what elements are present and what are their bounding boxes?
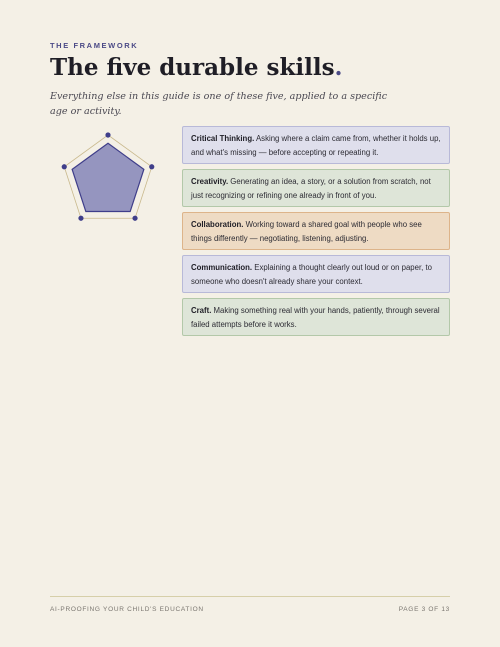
radar-vertex-point <box>105 132 110 137</box>
skill-description: Asking where a claim came from, whether it holds up, and what's missing — before accepting or repeating it. <box>191 134 441 157</box>
radar-vertex-point <box>132 216 137 221</box>
skill-card-communication <box>182 255 450 293</box>
footer-divider <box>50 596 450 597</box>
page-title-text: The five durable skills <box>50 54 335 81</box>
radar-vertex-point <box>78 216 83 221</box>
page-title-period: . <box>334 54 343 81</box>
skills-list <box>182 126 450 341</box>
skill-card-collaboration <box>182 212 450 250</box>
skill-card-craft <box>182 298 450 336</box>
skill-card-critical-thinking <box>182 126 450 164</box>
skill-description: Working toward a shared goal with people who see things differently — negotiating, listening, adjusting. <box>191 220 422 243</box>
skill-card-creativity <box>182 169 450 207</box>
radar-vertex-point <box>62 164 67 169</box>
skill-description: Explaining a thought clearly out loud or on paper, to someone who doesn't already share your context. <box>191 263 432 286</box>
skill-name: Collaboration. <box>191 220 244 229</box>
skill-name: Critical Thinking. <box>191 134 255 143</box>
section-eyebrow: THE FRAMEWORK <box>50 41 139 50</box>
skill-description: Making something real with your hands, patiently, through several failed attempts before it works. <box>191 306 440 329</box>
skill-description: Generating an idea, a story, or a solution from scratch, not just recognizing or refining one already in front of you. <box>191 177 431 200</box>
page-title <box>50 54 343 82</box>
radar-vertex-point <box>149 164 154 169</box>
skills-radar-chart <box>56 131 160 229</box>
intro-lede: Everything else in this guide is one of these five, applied to a specific age or activity. <box>50 91 388 117</box>
skill-name: Creativity. <box>191 177 229 186</box>
skill-name: Craft. <box>191 306 212 315</box>
skill-name: Communication. <box>191 263 253 272</box>
footer-page-number: PAGE 3 OF 13 <box>398 606 450 613</box>
footer-book-title: AI-PROOFING YOUR CHILD'S EDUCATION <box>50 606 204 613</box>
